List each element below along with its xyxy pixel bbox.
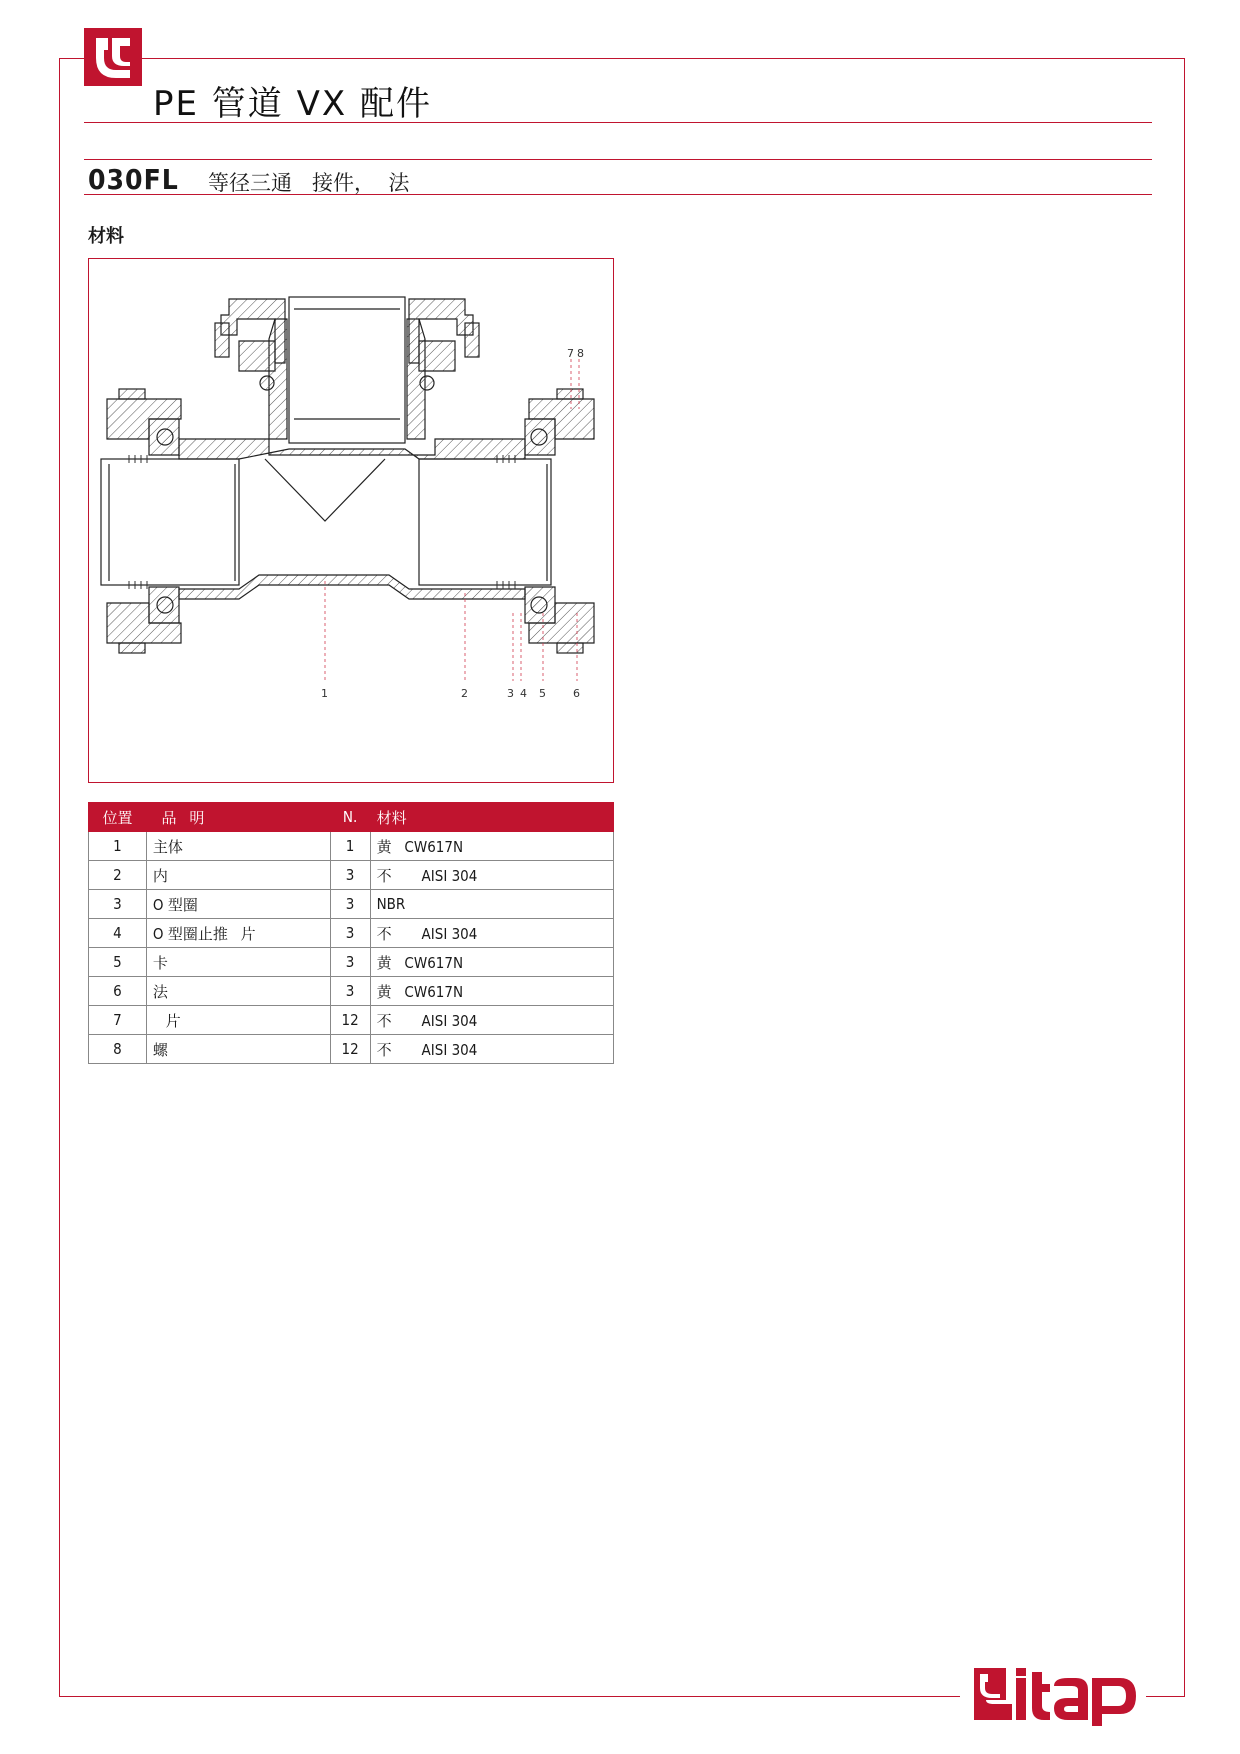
code-rule-top bbox=[84, 159, 1152, 160]
cell-quantity: 12 bbox=[330, 1035, 370, 1064]
cell-name: 法 bbox=[146, 977, 330, 1006]
itap-monogram-icon bbox=[84, 28, 142, 86]
cell-name: 卡 bbox=[146, 948, 330, 977]
parts-table bbox=[88, 802, 614, 1064]
product-code: 030FL bbox=[88, 163, 179, 196]
cell-material: 黄 CW617N bbox=[370, 948, 613, 977]
cell-position: 5 bbox=[89, 948, 147, 977]
cell-quantity: 3 bbox=[330, 919, 370, 948]
cell-position: 4 bbox=[89, 919, 147, 948]
cell-material: 不 AISI 304 bbox=[370, 1035, 613, 1064]
cell-position: 6 bbox=[89, 977, 147, 1006]
cell-name: 螺 bbox=[146, 1035, 330, 1064]
cell-material: 不 AISI 304 bbox=[370, 919, 613, 948]
cell-material: 不 AISI 304 bbox=[370, 861, 613, 890]
itap-wordmark-logo bbox=[972, 1664, 1140, 1728]
callout-5: 5 bbox=[539, 687, 546, 700]
table-row bbox=[89, 861, 614, 890]
technical-drawing bbox=[88, 258, 614, 783]
cell-quantity: 3 bbox=[330, 948, 370, 977]
cell-material: 黄 CW617N bbox=[370, 977, 613, 1006]
cell-name: O 型圈 bbox=[146, 890, 330, 919]
cell-quantity: 12 bbox=[330, 1006, 370, 1035]
cell-material: NBR bbox=[370, 890, 613, 919]
callout-6: 6 bbox=[573, 687, 580, 700]
tee-cross-section-drawing bbox=[89, 259, 612, 781]
callout-2: 2 bbox=[461, 687, 468, 700]
cell-quantity: 3 bbox=[330, 890, 370, 919]
header-rule bbox=[84, 122, 1152, 123]
product-subtitle: 等径三通 接件， 法 bbox=[208, 171, 410, 195]
table-row bbox=[89, 948, 614, 977]
table-row bbox=[89, 1006, 614, 1035]
header-material: 材料 bbox=[370, 803, 613, 832]
page-title: PE 管道 VX 配件 bbox=[153, 84, 432, 124]
cell-material: 不 AISI 304 bbox=[370, 1006, 613, 1035]
callout-8: 8 bbox=[577, 347, 584, 360]
table-header-row bbox=[89, 803, 614, 832]
header-name: 品 明 bbox=[146, 803, 330, 832]
cell-position: 3 bbox=[89, 890, 147, 919]
table-row bbox=[89, 977, 614, 1006]
table-row bbox=[89, 832, 614, 861]
cell-position: 2 bbox=[89, 861, 147, 890]
section-heading-materials: 材料 bbox=[88, 226, 124, 247]
header-quantity: N. bbox=[330, 803, 370, 832]
header-position: 位置 bbox=[89, 803, 147, 832]
cell-position: 7 bbox=[89, 1006, 147, 1035]
callout-3: 3 bbox=[507, 687, 514, 700]
table-row bbox=[89, 890, 614, 919]
table-row bbox=[89, 919, 614, 948]
table-row bbox=[89, 1035, 614, 1064]
callout-1: 1 bbox=[321, 687, 328, 700]
cell-position: 8 bbox=[89, 1035, 147, 1064]
cell-name: 片 bbox=[146, 1006, 330, 1035]
cell-quantity: 1 bbox=[330, 832, 370, 861]
callout-7: 7 bbox=[567, 347, 574, 360]
callout-4: 4 bbox=[520, 687, 527, 700]
cell-position: 1 bbox=[89, 832, 147, 861]
cell-name: O 型圈止推 片 bbox=[146, 919, 330, 948]
cell-name: 内 bbox=[146, 861, 330, 890]
cell-quantity: 3 bbox=[330, 977, 370, 1006]
cell-name: 主体 bbox=[146, 832, 330, 861]
cell-material: 黄 CW617N bbox=[370, 832, 613, 861]
cell-quantity: 3 bbox=[330, 861, 370, 890]
